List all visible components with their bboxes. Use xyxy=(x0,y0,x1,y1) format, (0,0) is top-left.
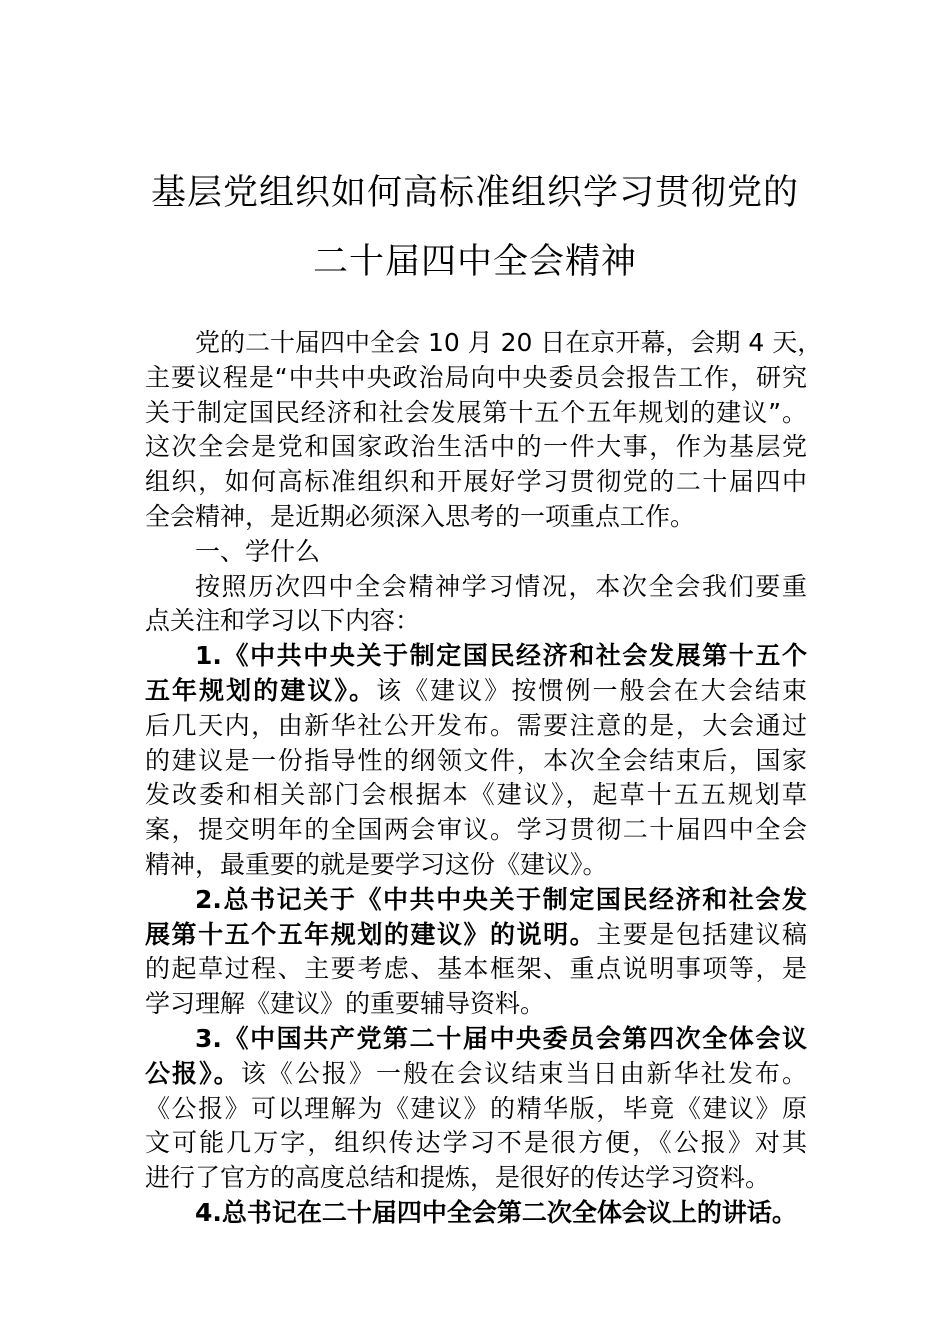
text-line xyxy=(145,604,807,639)
text-segment: 主要是包括建议稿 xyxy=(596,919,807,949)
text-segment: 全会精神，是近期必须深入思考的一项重点工作。 xyxy=(145,501,696,531)
text-line xyxy=(145,1092,807,1127)
text-line xyxy=(145,674,807,709)
bold-text: 五年规划的建议》。 xyxy=(145,675,377,705)
document-title-line-1: 基层党组织如何高标准组织学习贯彻党的 xyxy=(150,173,799,213)
text-line xyxy=(145,639,807,674)
bold-text: 1.《中共中央关于制定国民经济和社会发展第十五个 xyxy=(195,641,807,671)
document-body xyxy=(145,326,823,1231)
bold-text: 展第十五个五年规划的建议》的说明。 xyxy=(145,919,597,949)
text-segment: 组织，如何高标准组织和开展好学习贯彻党的二十届四中 xyxy=(145,467,807,497)
text-segment: 《公报》可以理解为《建议》的精华版，毕竟《建议》原 xyxy=(145,1093,807,1123)
text-segment: 案，提交明年的全国两会审议。学习贯彻二十届四中全会 xyxy=(145,815,807,845)
text-line xyxy=(145,396,807,431)
text-line xyxy=(145,918,807,953)
text-line xyxy=(145,430,807,465)
text-line xyxy=(145,1022,807,1057)
text-segment: 该《公报》一般在会议结束当日由新华社发布。 xyxy=(240,1058,807,1088)
text-segment: 按照历次四中全会精神学习情况，本次全会我们要重 xyxy=(195,571,807,601)
bold-text: 4.总书记在二十届四中全会第二次全体会议上的讲话。 xyxy=(195,1197,797,1227)
text-line xyxy=(145,1126,807,1161)
text-segment: 主要议程是“中共中央政治局向中央委员会报告工作，研究 xyxy=(145,362,807,392)
text-segment: 的起草过程、主要考虑、基本框架、重点说明事项等，是 xyxy=(145,954,807,984)
text-segment: 的建议是一份指导性的纲领文件，本次全会结束后，国家 xyxy=(145,745,807,775)
text-line xyxy=(145,1057,807,1092)
text-line xyxy=(145,987,807,1022)
bold-text: 3.《中国共产党第二十届中央委员会第四次全体会议 xyxy=(195,1023,807,1053)
text-line xyxy=(145,883,807,918)
text-segment: 进行了官方的高度总结和提炼，是很好的传达学习资料。 xyxy=(145,1163,771,1193)
text-line xyxy=(145,778,807,813)
text-line xyxy=(145,465,807,500)
text-line xyxy=(145,326,823,361)
text-segment: 这次全会是党和国家政治生活中的一件大事，作为基层党 xyxy=(145,432,807,462)
text-segment: 文可能几万字，组织传达学习不是很方便，《公报》对其 xyxy=(145,1128,807,1158)
text-line xyxy=(145,535,807,570)
text-line xyxy=(145,570,807,605)
text-segment: 该《建议》按惯例一般会在大会结束 xyxy=(376,675,807,705)
text-segment: 关于制定国民经济和社会发展第十五个五年规划的建议”。 xyxy=(145,397,807,427)
text-segment: 后几天内，由新华社公开发布。需要注意的是，大会通过 xyxy=(145,710,807,740)
text-line xyxy=(145,744,807,779)
text-line xyxy=(145,952,807,987)
text-line xyxy=(145,500,807,535)
text-line xyxy=(145,1196,807,1231)
text-line xyxy=(145,1161,807,1196)
bold-text: 2.总书记关于《中共中央关于制定国民经济和社会发 xyxy=(195,884,807,914)
text-segment: 点关注和学习以下内容： xyxy=(145,606,421,636)
text-line xyxy=(145,709,807,744)
bold-text: 公报》。 xyxy=(145,1058,241,1088)
text-segment: 学习理解《建议》的重要辅导资料。 xyxy=(145,989,546,1019)
text-segment: 发改委和相关部门会根据本《建议》，起草十五五规划草 xyxy=(145,780,807,810)
text-line xyxy=(145,848,807,883)
text-line xyxy=(145,361,807,396)
text-line xyxy=(145,813,807,848)
document-title-line-2: 二十届四中全会精神 xyxy=(312,242,637,282)
text-segment: 一、学什么 xyxy=(195,536,321,566)
text-segment: 精神，最重要的就是要学习这份《建议》。 xyxy=(145,849,608,879)
text-segment: 党的二十届四中全会 10 月 20 日在京开幕，会期 4 天， xyxy=(195,328,823,357)
